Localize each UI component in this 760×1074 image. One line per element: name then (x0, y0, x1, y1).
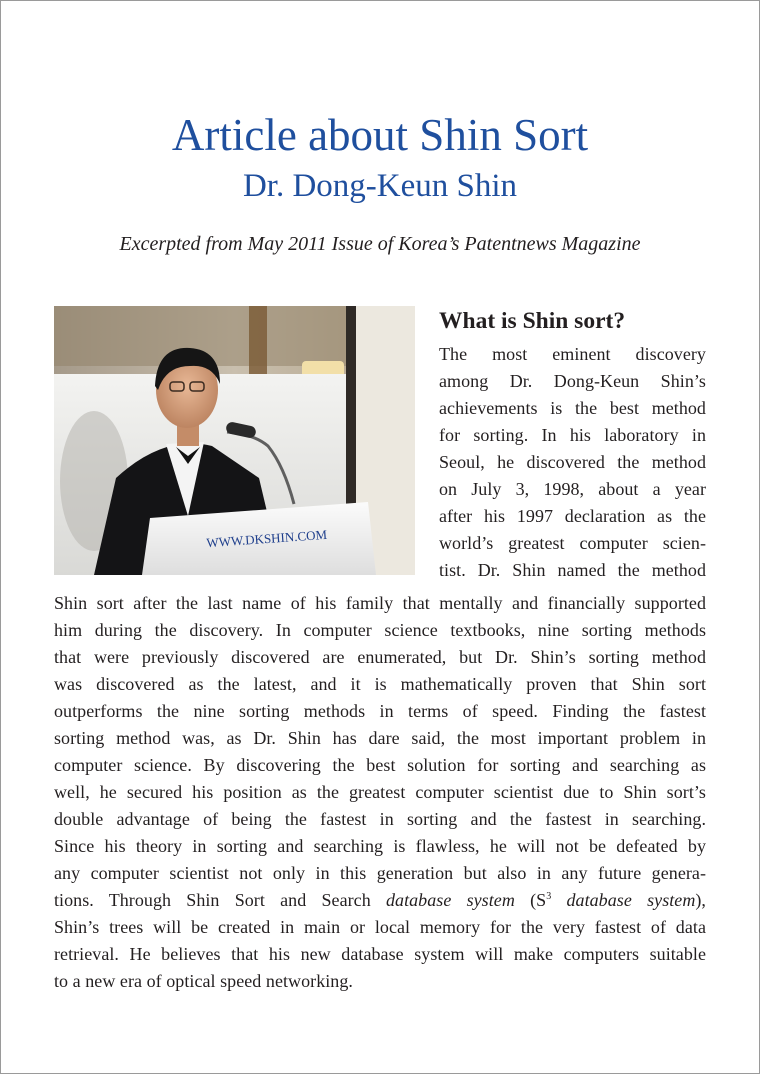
paragraph-line: tist. Dr. Shin named the method (439, 560, 706, 580)
section-heading: What is Shin sort? (439, 308, 626, 334)
paragraph-line: computer science. By discovering the best solution for sorting and searching as (54, 755, 706, 775)
paragraph-line: Seoul, he discovered the method (439, 452, 706, 472)
paragraph-line: retrieval. He believes that his new database system will make computers suitable (54, 944, 706, 964)
article-photo (54, 306, 415, 575)
article-title: Article about Shin Sort (171, 110, 589, 160)
paragraph-line: among Dr. Dong-Keun Shin’s (439, 371, 706, 391)
author-name: Dr. Dong-Keun Shin (242, 168, 518, 204)
paragraph-line: after his 1997 declaration as the (439, 506, 706, 526)
paragraph-line: outperforms the nine sorting methods in terms of speed. Finding the fastest (54, 701, 706, 721)
paragraph-line: for sorting. In his laboratory in (439, 425, 706, 445)
paragraph-line-database-system (54, 887, 706, 914)
paragraph-line: achievements is the best method (439, 398, 706, 418)
text-span: tions. Through Shin Sort and Search (54, 890, 386, 910)
superscript: 3 (546, 891, 552, 902)
paragraph-line: to a new era of optical speed networking. (54, 971, 353, 991)
text-span: (S (514, 890, 547, 910)
text-span: ), (695, 890, 706, 910)
paragraph-line: him during the discovery. In computer science textbooks, nine sorting methods (54, 620, 706, 640)
paragraph-line: The most eminent discovery (439, 344, 706, 364)
podium-text: WWW.DKSHIN.COM (205, 526, 328, 551)
paragraph-line: on July 3, 1998, about a year (439, 479, 706, 499)
italic-term: database system (385, 890, 515, 910)
paragraph-line: was discovered as the latest, and it is mathematically proven that Shin sort (54, 674, 706, 694)
paragraph-line: well, he secured his position as the greatest computer scientist due to Shin sort’s (54, 782, 706, 802)
excerpt-note: Excerpted from May 2011 Issue of Korea’s Patentnews Magazine (119, 233, 641, 255)
paragraph-line: Shin sort after the last name of his family that mentally and financially supported (54, 593, 706, 613)
paragraph-line: sorting method was, as Dr. Shin has dare said, the most important problem in (54, 728, 706, 748)
paragraph-line: Shin’s trees will be created in main or local memory for the very fastest of data (54, 917, 706, 937)
paragraph-line: Since his theory in sorting and searching is flawless, he will not be defeated by (54, 836, 706, 856)
italic-term: database system (551, 890, 696, 910)
paragraph-line: double advantage of being the fastest in sorting and the fastest in searching. (54, 809, 706, 829)
paragraph-line: that were previously discovered are enumerated, but Dr. Shin’s sorting method (54, 647, 706, 667)
paragraph-line: any computer scientist not only in this generation but also in any future genera- (54, 863, 706, 883)
paragraph-line: world’s greatest computer scien- (439, 533, 706, 553)
